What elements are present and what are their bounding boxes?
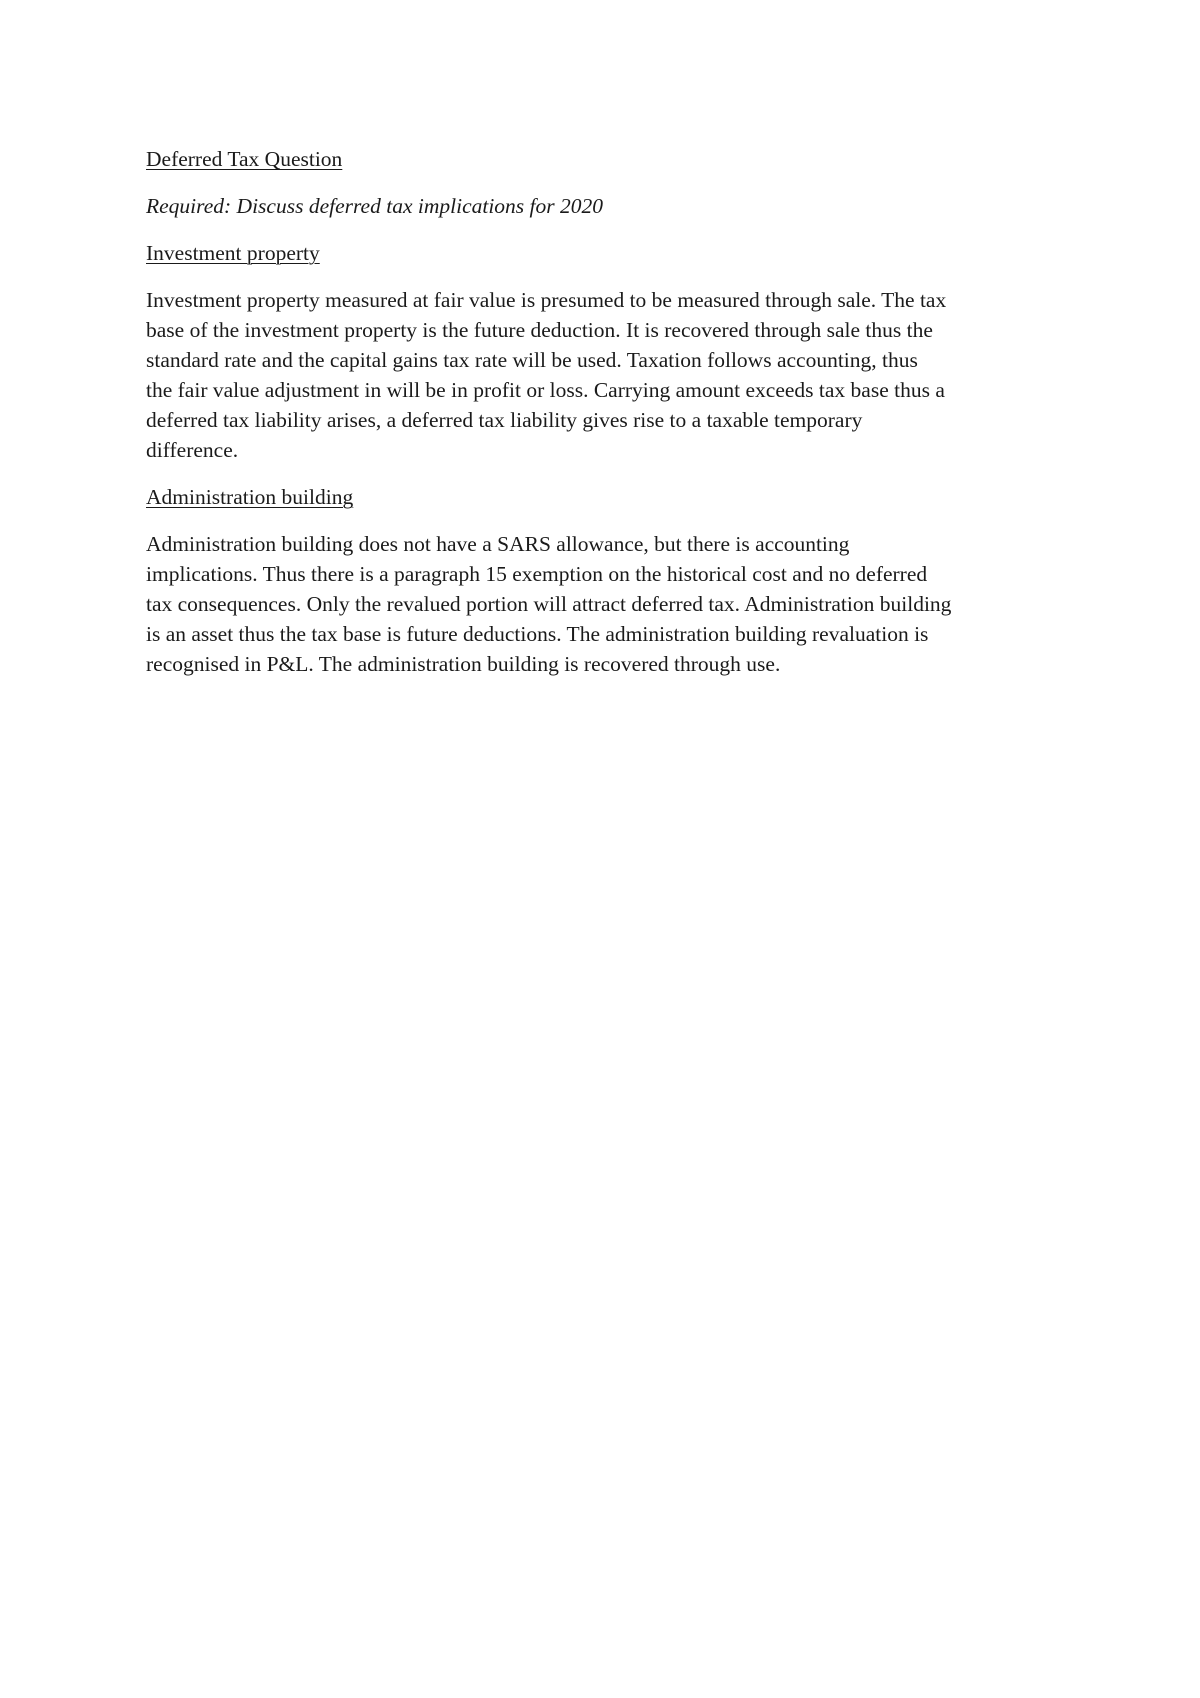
paragraph-line: deferred tax liability arises, a deferred tax liability gives rise to a taxable temporary <box>146 408 863 432</box>
required-statement: Required: Discuss deferred tax implications for 2020 <box>146 194 604 218</box>
paragraph-line: is an asset thus the tax base is future deductions. The administration building revaluation is <box>146 622 929 646</box>
document-title: Deferred Tax Question <box>146 147 343 171</box>
paragraph-line: base of the investment property is the future deduction. It is recovered through sale thus the <box>146 318 933 342</box>
section-heading-investment-property: Investment property <box>146 241 320 265</box>
paragraph-investment-property <box>146 285 1066 465</box>
paragraph-line: Administration building does not have a SARS allowance, but there is accounting <box>146 532 850 556</box>
section-heading-administration-building: Administration building <box>146 485 354 509</box>
paragraph-administration-building <box>146 529 1066 679</box>
paragraph-line: implications. Thus there is a paragraph 15 exemption on the historical cost and no deferred <box>146 562 928 586</box>
paragraph-line: standard rate and the capital gains tax rate will be used. Taxation follows accounting, thus <box>146 348 918 372</box>
paragraph-line: difference. <box>146 438 239 462</box>
document-body <box>146 144 1066 696</box>
paragraph-line: the fair value adjustment in will be in profit or loss. Carrying amount exceeds tax base thus a <box>146 378 945 402</box>
paragraph-line: recognised in P&L. The administration building is recovered through use. <box>146 652 781 676</box>
paragraph-line: tax consequences. Only the revalued portion will attract deferred tax. Administration building <box>146 592 952 616</box>
paragraph-line: Investment property measured at fair value is presumed to be measured through sale. The tax <box>146 288 947 312</box>
